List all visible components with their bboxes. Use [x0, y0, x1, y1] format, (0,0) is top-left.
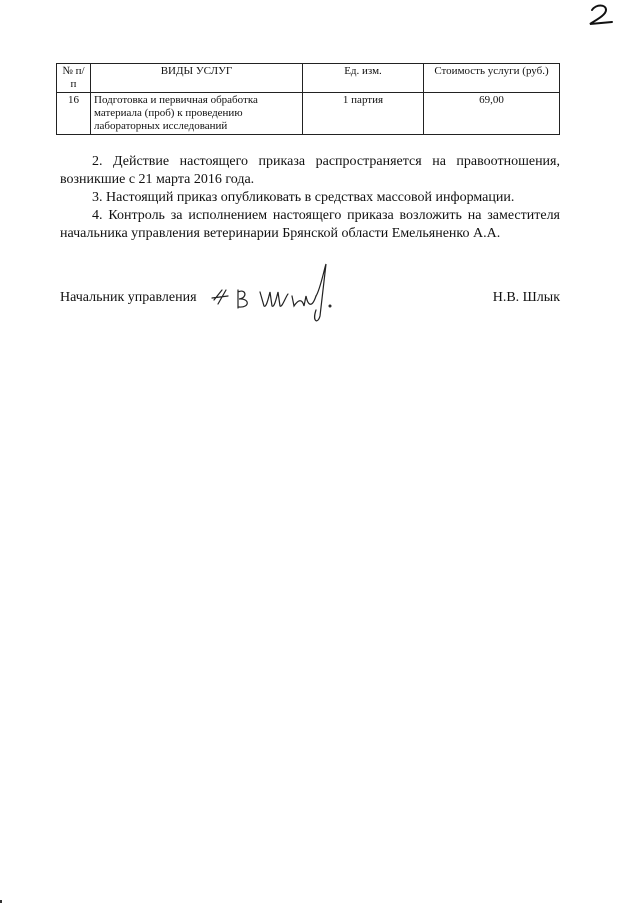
- handwritten-page-number: [586, 2, 620, 28]
- handwritten-signature: [208, 260, 358, 330]
- scan-speck: [0, 900, 2, 903]
- paragraph-4: 4. Контроль за исполнением настоящего приказа возложить на заместителя начальника управления ветеринарии Брянской области Емельяненко А.А.: [60, 208, 560, 241]
- paragraph-3: 3. Настоящий приказ опубликовать в средствах массовой информации.: [92, 190, 515, 205]
- cell-num: 16: [57, 93, 91, 135]
- header-unit: Ед. изм.: [303, 64, 424, 93]
- signer-name: Н.В. Шлык: [492, 290, 560, 305]
- cell-service: Подготовка и первичная обработка материала (проб) к проведению лабораторных исследований: [91, 93, 303, 135]
- services-table: [56, 63, 560, 135]
- table-header-row: [57, 64, 560, 93]
- order-paragraphs: [60, 153, 560, 243]
- signature-block: [60, 290, 560, 320]
- header-cost: Стоимость услуги (руб.): [424, 64, 560, 93]
- paragraph-2: 2. Действие настоящего приказа распространяется на правоотношения, возникшие с 21 марта 2016 года.: [60, 154, 560, 187]
- cell-cost: 69,00: [424, 93, 560, 135]
- table-row: [57, 93, 560, 135]
- cell-unit: 1 партия: [303, 93, 424, 135]
- signer-title: Начальник управления: [60, 290, 197, 305]
- header-service: ВИДЫ УСЛУГ: [91, 64, 303, 93]
- header-num: № п/п: [57, 64, 91, 93]
